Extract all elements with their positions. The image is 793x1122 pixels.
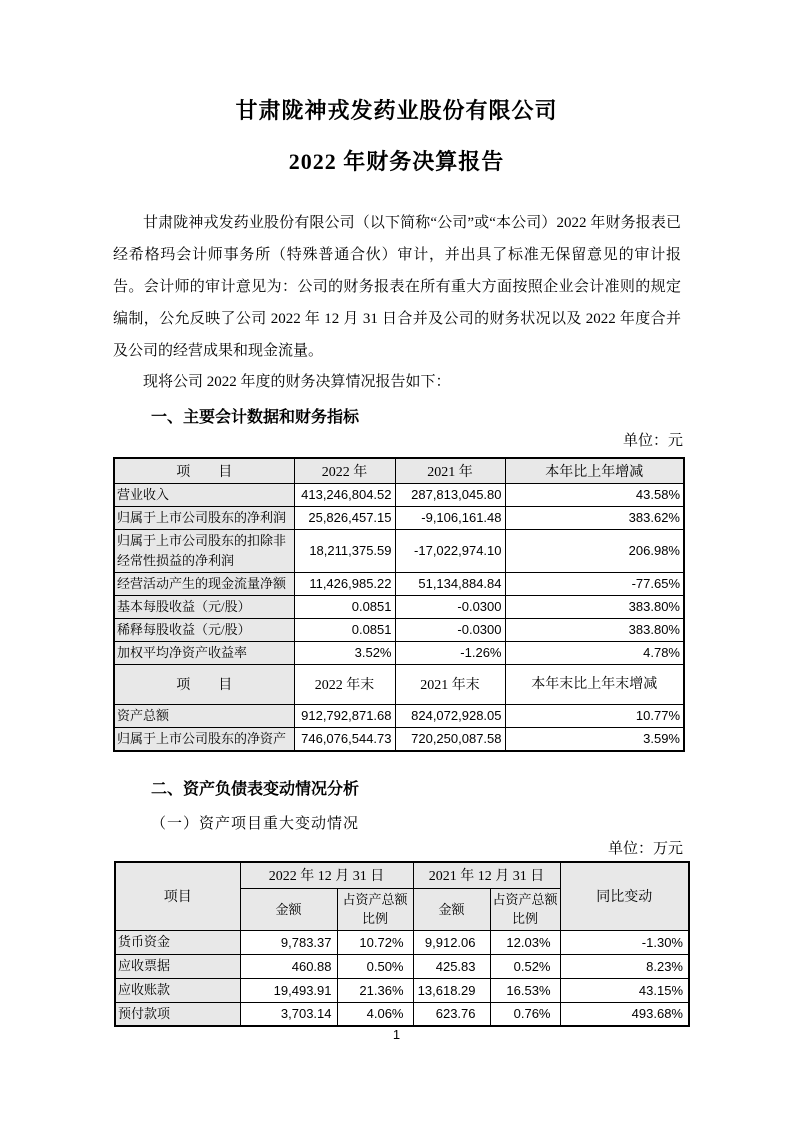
table-row	[114, 529, 684, 572]
table-subheader-row	[114, 664, 684, 704]
row-label-cell: 基本每股收益（元/股）	[114, 595, 294, 618]
value-cell: 623.76	[413, 1002, 490, 1026]
section-2-heading: 二、资产负债表变动情况分析	[151, 781, 360, 798]
value-cell: 18,211,375.59	[294, 529, 395, 572]
column-header: 2022 年末	[294, 664, 395, 704]
value-cell: 10.77%	[505, 704, 684, 727]
column-header: 同比变动	[560, 862, 689, 930]
key-indicators-table	[113, 457, 685, 752]
unit-label-yuan: 单位：元	[622, 433, 683, 449]
table-row	[114, 618, 684, 641]
table-row	[115, 954, 689, 978]
table-row	[114, 595, 684, 618]
value-cell: 824,072,928.05	[395, 704, 505, 727]
table-row	[114, 572, 684, 595]
row-label-cell: 经营活动产生的现金流量净额	[114, 572, 294, 595]
value-cell: 287,813,045.80	[395, 483, 505, 506]
column-header: 本年比上年增减	[505, 458, 684, 483]
table-row	[115, 930, 689, 954]
value-cell: -1.26%	[395, 641, 505, 664]
value-cell: 51,134,884.84	[395, 572, 505, 595]
row-label-cell: 应收账款	[115, 978, 240, 1002]
value-cell: 3.52%	[294, 641, 395, 664]
value-cell: 16.53%	[490, 978, 560, 1002]
value-cell: 43.15%	[560, 978, 689, 1002]
value-cell: -0.0300	[395, 618, 505, 641]
value-cell: 383.80%	[505, 595, 684, 618]
page-number: 1	[392, 1027, 401, 1042]
value-cell: 413,246,804.52	[294, 483, 395, 506]
unit-label-wanyuan: 单位：万元	[607, 841, 683, 857]
row-label-cell: 资产总额	[114, 704, 294, 727]
value-cell: 493.68%	[560, 1002, 689, 1026]
asset-changes-table	[114, 861, 690, 1027]
table-row	[114, 506, 684, 529]
value-cell: -0.0300	[395, 595, 505, 618]
column-header: 本年末比上年末增减	[505, 664, 684, 704]
table-header-row	[115, 862, 689, 888]
column-header: 占资产总额比例	[490, 888, 560, 930]
row-label-cell: 归属于上市公司股东的净资产	[114, 727, 294, 751]
value-cell: 25,826,457.15	[294, 506, 395, 529]
value-cell: 425.83	[413, 954, 490, 978]
value-cell: 746,076,544.73	[294, 727, 395, 751]
row-label-cell: 稀释每股收益（元/股）	[114, 618, 294, 641]
value-cell: 4.78%	[505, 641, 684, 664]
value-cell: 9,783.37	[240, 930, 337, 954]
column-header: 项目	[115, 862, 240, 930]
value-cell: 383.80%	[505, 618, 684, 641]
value-cell: 0.76%	[490, 1002, 560, 1026]
value-cell: 0.0851	[294, 595, 395, 618]
value-cell: 206.98%	[505, 529, 684, 572]
value-cell: 9,912.06	[413, 930, 490, 954]
column-header: 2021 年	[395, 458, 505, 483]
lead-in-paragraph: 现将公司 2022 年度的财务决算情况报告如下：	[143, 374, 451, 390]
table-row	[114, 727, 684, 751]
table-row	[114, 704, 684, 727]
value-cell: 19,493.91	[240, 978, 337, 1002]
value-cell: 460.88	[240, 954, 337, 978]
value-cell: 0.52%	[490, 954, 560, 978]
row-label-cell: 货币资金	[115, 930, 240, 954]
column-header: 2021 年末	[395, 664, 505, 704]
value-cell: 0.0851	[294, 618, 395, 641]
value-cell: 0.50%	[337, 954, 413, 978]
column-header: 占资产总额比例	[337, 888, 413, 930]
value-cell: -17,022,974.10	[395, 529, 505, 572]
value-cell: 13,618.29	[413, 978, 490, 1002]
row-label-cell: 应收票据	[115, 954, 240, 978]
column-header: 项 目	[114, 458, 294, 483]
value-cell: 912,792,871.68	[294, 704, 395, 727]
row-label-cell: 归属于上市公司股东的扣除非经常性损益的净利润	[114, 529, 294, 572]
value-cell: 4.06%	[337, 1002, 413, 1026]
table-row	[114, 483, 684, 506]
row-label-cell: 归属于上市公司股东的净利润	[114, 506, 294, 529]
value-cell: -1.30%	[560, 930, 689, 954]
value-cell: 11,426,985.22	[294, 572, 395, 595]
report-title: 2022 年财务决算报告	[288, 149, 505, 174]
table-row	[115, 978, 689, 1002]
value-cell: 10.72%	[337, 930, 413, 954]
column-header: 项 目	[114, 664, 294, 704]
table-header-row	[114, 458, 684, 483]
value-cell: 3.59%	[505, 727, 684, 751]
value-cell: -77.65%	[505, 572, 684, 595]
section-1-heading: 一、主要会计数据和财务指标	[151, 409, 360, 426]
column-header: 金额	[240, 888, 337, 930]
value-cell: -9,106,161.48	[395, 506, 505, 529]
column-header: 2022 年	[294, 458, 395, 483]
row-label-cell: 预付款项	[115, 1002, 240, 1026]
row-label-cell: 加权平均净资产收益率	[114, 641, 294, 664]
company-title: 甘肃陇神戎发药业股份有限公司	[235, 98, 558, 123]
value-cell: 12.03%	[490, 930, 560, 954]
value-cell: 3,703.14	[240, 1002, 337, 1026]
table-row	[115, 1002, 689, 1026]
value-cell: 43.58%	[505, 483, 684, 506]
column-header: 金额	[413, 888, 490, 930]
row-label-cell: 营业收入	[114, 483, 294, 506]
audit-opinion-paragraph: 甘肃陇神戎发药业股份有限公司（以下简称“公司”或“本公司）2022 年财务报表已经希格玛会计师事务所（特殊普通合伙）审计，并出具了标准无保留意见的审计报告。会计师的审计意见为：公司的财务报表在所有重大方面按照企业会计准则的规定编制，公允反映了公司 2022 年 12 月 31 日合并及公司的财务状况以及 2022 年度合并及公司的经营成果和现金流量。	[113, 215, 681, 359]
column-group-header: 2021 年 12 月 31 日	[413, 862, 560, 888]
section-2-1-subheading: （一）资产项目重大变动情况	[151, 816, 360, 832]
column-group-header: 2022 年 12 月 31 日	[240, 862, 413, 888]
value-cell: 383.62%	[505, 506, 684, 529]
value-cell: 21.36%	[337, 978, 413, 1002]
value-cell: 720,250,087.58	[395, 727, 505, 751]
value-cell: 8.23%	[560, 954, 689, 978]
table-row	[114, 641, 684, 664]
